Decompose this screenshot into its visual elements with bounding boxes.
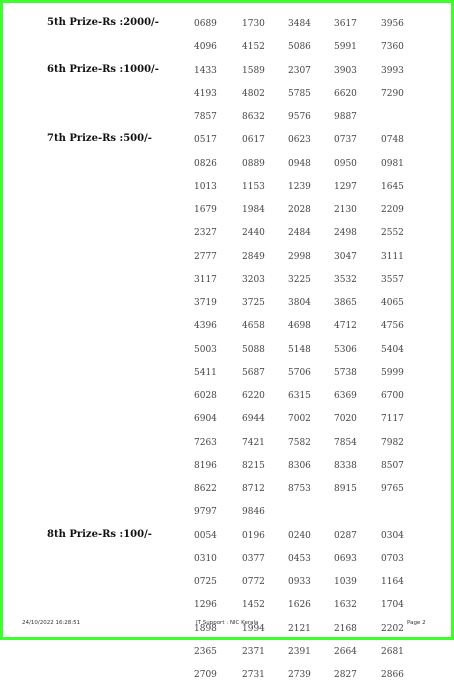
winning-number: 7020 <box>334 414 357 425</box>
winning-number: 3804 <box>288 298 311 308</box>
winning-number: 2391 <box>288 646 311 657</box>
winning-number: 2028 <box>288 205 311 215</box>
winning-number: 7117 <box>381 414 404 425</box>
number-row <box>0 227 454 239</box>
winning-number: 5687 <box>242 367 265 378</box>
winning-number: 2681 <box>381 646 404 657</box>
winning-number: 3225 <box>288 274 311 285</box>
winning-number: 6700 <box>381 391 404 401</box>
winning-number: 1164 <box>381 577 404 587</box>
winning-number: 2327 <box>194 228 217 239</box>
winning-number: 2739 <box>288 670 311 680</box>
winning-number: 7854 <box>334 437 357 448</box>
number-row <box>0 297 454 309</box>
winning-number: 1239 <box>288 181 311 192</box>
winning-number: 9765 <box>381 484 404 494</box>
winning-number: 1589 <box>242 65 265 76</box>
winning-number: 1898 <box>194 623 217 634</box>
prize-label: 7th Prize-Rs :500/- <box>47 133 152 145</box>
winning-number: 1994 <box>242 623 265 634</box>
winning-number: 4712 <box>334 321 357 332</box>
winning-number: 8915 <box>334 484 357 494</box>
winning-number: 8753 <box>288 484 311 494</box>
winning-number: 7857 <box>194 112 217 122</box>
winning-number: 7582 <box>288 437 311 448</box>
winning-number: 3719 <box>194 298 217 308</box>
number-row <box>0 18 454 30</box>
number-row <box>0 134 454 146</box>
winning-number: 2731 <box>242 670 265 680</box>
winning-number: 5411 <box>194 367 217 378</box>
winning-number: 0981 <box>381 158 404 169</box>
winning-number: 2307 <box>288 65 311 76</box>
winning-number: 4658 <box>242 321 265 332</box>
winning-number: 7263 <box>194 437 217 448</box>
winning-number: 3203 <box>242 274 265 285</box>
winning-number: 2168 <box>334 623 357 634</box>
winning-number: 9576 <box>288 112 311 122</box>
winning-number: 8712 <box>242 484 265 494</box>
number-row <box>0 41 454 53</box>
winning-number: 9797 <box>194 507 217 518</box>
winning-number: 4193 <box>194 88 217 99</box>
winning-number: 1296 <box>194 600 217 611</box>
winning-number: 8196 <box>194 460 217 471</box>
winning-number: 7360 <box>381 42 404 53</box>
winning-number: 8622 <box>194 484 217 494</box>
winning-number: 0950 <box>334 158 357 169</box>
winning-number: 3532 <box>334 274 357 285</box>
prize-label: 6th Prize-Rs :1000/- <box>47 63 159 75</box>
winning-number: 3484 <box>288 19 311 29</box>
winning-number: 0703 <box>381 553 404 564</box>
winning-number: 6220 <box>242 391 265 401</box>
winning-number: 0453 <box>288 553 311 564</box>
winning-number: 0240 <box>288 530 311 541</box>
number-row <box>0 158 454 170</box>
number-row <box>0 274 454 286</box>
number-row <box>0 65 454 77</box>
winning-number: 6904 <box>194 414 217 425</box>
winning-number: 2371 <box>242 646 265 657</box>
winning-number: 2998 <box>288 251 311 262</box>
winning-number: 1645 <box>381 181 404 192</box>
winning-number: 0304 <box>381 530 404 541</box>
number-row <box>0 437 454 449</box>
winning-number: 3047 <box>334 251 357 262</box>
winning-number: 8215 <box>242 460 265 471</box>
winning-number: 6944 <box>242 414 265 425</box>
number-row <box>0 599 454 611</box>
winning-number: 2709 <box>194 670 217 680</box>
winning-number: 2827 <box>334 670 357 680</box>
winning-number: 3865 <box>334 298 357 308</box>
winning-number: 2209 <box>381 205 404 215</box>
number-row <box>0 576 454 588</box>
winning-number: 0748 <box>381 135 404 146</box>
winning-number: 0948 <box>288 158 311 169</box>
winning-number: 3725 <box>242 298 265 308</box>
winning-number: 0737 <box>334 135 357 146</box>
winning-number: 2121 <box>288 623 311 634</box>
winning-number: 3557 <box>381 274 404 285</box>
winning-number: 4756 <box>381 321 404 332</box>
winning-number: 5991 <box>334 42 357 53</box>
winning-number: 1039 <box>334 577 357 587</box>
footer-page-number: Page 2 <box>407 620 426 626</box>
winning-number: 0826 <box>194 158 217 169</box>
number-row <box>0 669 454 681</box>
winning-number: 4802 <box>242 88 265 99</box>
number-row <box>0 181 454 193</box>
winning-number: 2202 <box>381 623 404 634</box>
number-row <box>0 251 454 263</box>
winning-number: 5706 <box>288 367 311 378</box>
prize-label: 8th Prize-Rs :100/- <box>47 528 152 540</box>
winning-number: 1297 <box>334 181 357 192</box>
winning-number: 7290 <box>381 88 404 99</box>
number-row <box>0 88 454 100</box>
winning-number: 2849 <box>242 251 265 262</box>
prize-label: 5th Prize-Rs :2000/- <box>47 17 159 28</box>
winning-number: 0517 <box>194 135 217 146</box>
winning-number: 1153 <box>242 181 265 192</box>
winning-number: 1704 <box>381 600 404 611</box>
winning-number: 0377 <box>242 553 265 564</box>
winning-number: 0623 <box>288 135 311 146</box>
winning-number: 0054 <box>194 530 217 541</box>
winning-number: 0310 <box>194 553 217 564</box>
winning-number: 1626 <box>288 600 311 611</box>
winning-number: 8306 <box>288 460 311 471</box>
winning-number: 4096 <box>194 42 217 53</box>
winning-number: 1632 <box>334 600 357 611</box>
winning-number: 0689 <box>194 19 217 29</box>
winning-number: 7421 <box>242 437 265 448</box>
winning-number: 2440 <box>242 228 265 239</box>
number-row <box>0 530 454 542</box>
winning-number: 9887 <box>334 112 357 122</box>
winning-number: 3956 <box>381 19 404 29</box>
number-row <box>0 483 454 495</box>
winning-number: 2866 <box>381 670 404 680</box>
winning-number: 0933 <box>288 577 311 587</box>
footer-support: IT Support : NIC Kerala <box>196 620 259 626</box>
winning-number: 1013 <box>194 181 217 192</box>
footer-timestamp: 24/10/2022 16:28:51 <box>22 620 81 626</box>
winning-number: 0287 <box>334 530 357 541</box>
winning-number: 4698 <box>288 321 311 332</box>
number-row <box>0 460 454 472</box>
winning-number: 7982 <box>381 437 404 448</box>
number-row <box>0 111 454 123</box>
winning-number: 0889 <box>242 158 265 169</box>
winning-number: 2365 <box>194 646 217 657</box>
winning-number: 5148 <box>288 344 311 355</box>
winning-number: 5086 <box>288 42 311 53</box>
winning-number: 7002 <box>288 414 311 425</box>
number-row <box>0 344 454 356</box>
winning-number: 4152 <box>242 42 265 53</box>
winning-number: 2777 <box>194 251 217 262</box>
winning-number: 6620 <box>334 88 357 99</box>
winning-number: 0196 <box>242 530 265 541</box>
winning-number: 2552 <box>381 228 404 239</box>
winning-number: 4396 <box>194 321 217 332</box>
number-row <box>0 646 454 658</box>
winning-number: 2498 <box>334 228 357 239</box>
number-row <box>0 553 454 565</box>
winning-number: 0725 <box>194 577 217 587</box>
winning-number: 6028 <box>194 391 217 401</box>
winning-number: 6369 <box>334 391 357 401</box>
winning-number: 2664 <box>334 646 357 657</box>
winning-number: 5738 <box>334 367 357 378</box>
winning-number: 9846 <box>242 507 265 518</box>
winning-number: 0617 <box>242 135 265 146</box>
winning-number: 3111 <box>381 251 404 262</box>
number-row <box>0 413 454 425</box>
winning-number: 5785 <box>288 88 311 99</box>
winning-number: 2484 <box>288 228 311 239</box>
winning-number: 0772 <box>242 577 265 587</box>
number-row <box>0 390 454 402</box>
winning-number: 2130 <box>334 205 357 215</box>
winning-number: 5404 <box>381 344 404 355</box>
winning-number: 1679 <box>194 205 217 215</box>
winning-number: 0693 <box>334 553 357 564</box>
winning-number: 4065 <box>381 298 404 308</box>
winning-number: 3117 <box>194 274 217 285</box>
winning-number: 5088 <box>242 344 265 355</box>
winning-number: 1433 <box>194 65 217 76</box>
winning-number: 3993 <box>381 65 404 76</box>
winning-number: 5003 <box>194 344 217 355</box>
number-row <box>0 204 454 216</box>
number-row <box>0 320 454 332</box>
winning-number: 1984 <box>242 205 265 215</box>
winning-number: 1452 <box>242 600 265 611</box>
winning-number: 8338 <box>334 460 357 471</box>
winning-number: 1730 <box>242 19 265 29</box>
winning-number: 5999 <box>381 367 404 378</box>
winning-number: 6315 <box>288 391 311 401</box>
number-row <box>0 367 454 379</box>
winning-number: 3617 <box>334 19 357 29</box>
winning-number: 5306 <box>334 344 357 355</box>
winning-number: 8632 <box>242 112 265 122</box>
winning-number: 8507 <box>381 460 404 471</box>
winning-number: 3903 <box>334 65 357 76</box>
number-row <box>0 506 454 518</box>
